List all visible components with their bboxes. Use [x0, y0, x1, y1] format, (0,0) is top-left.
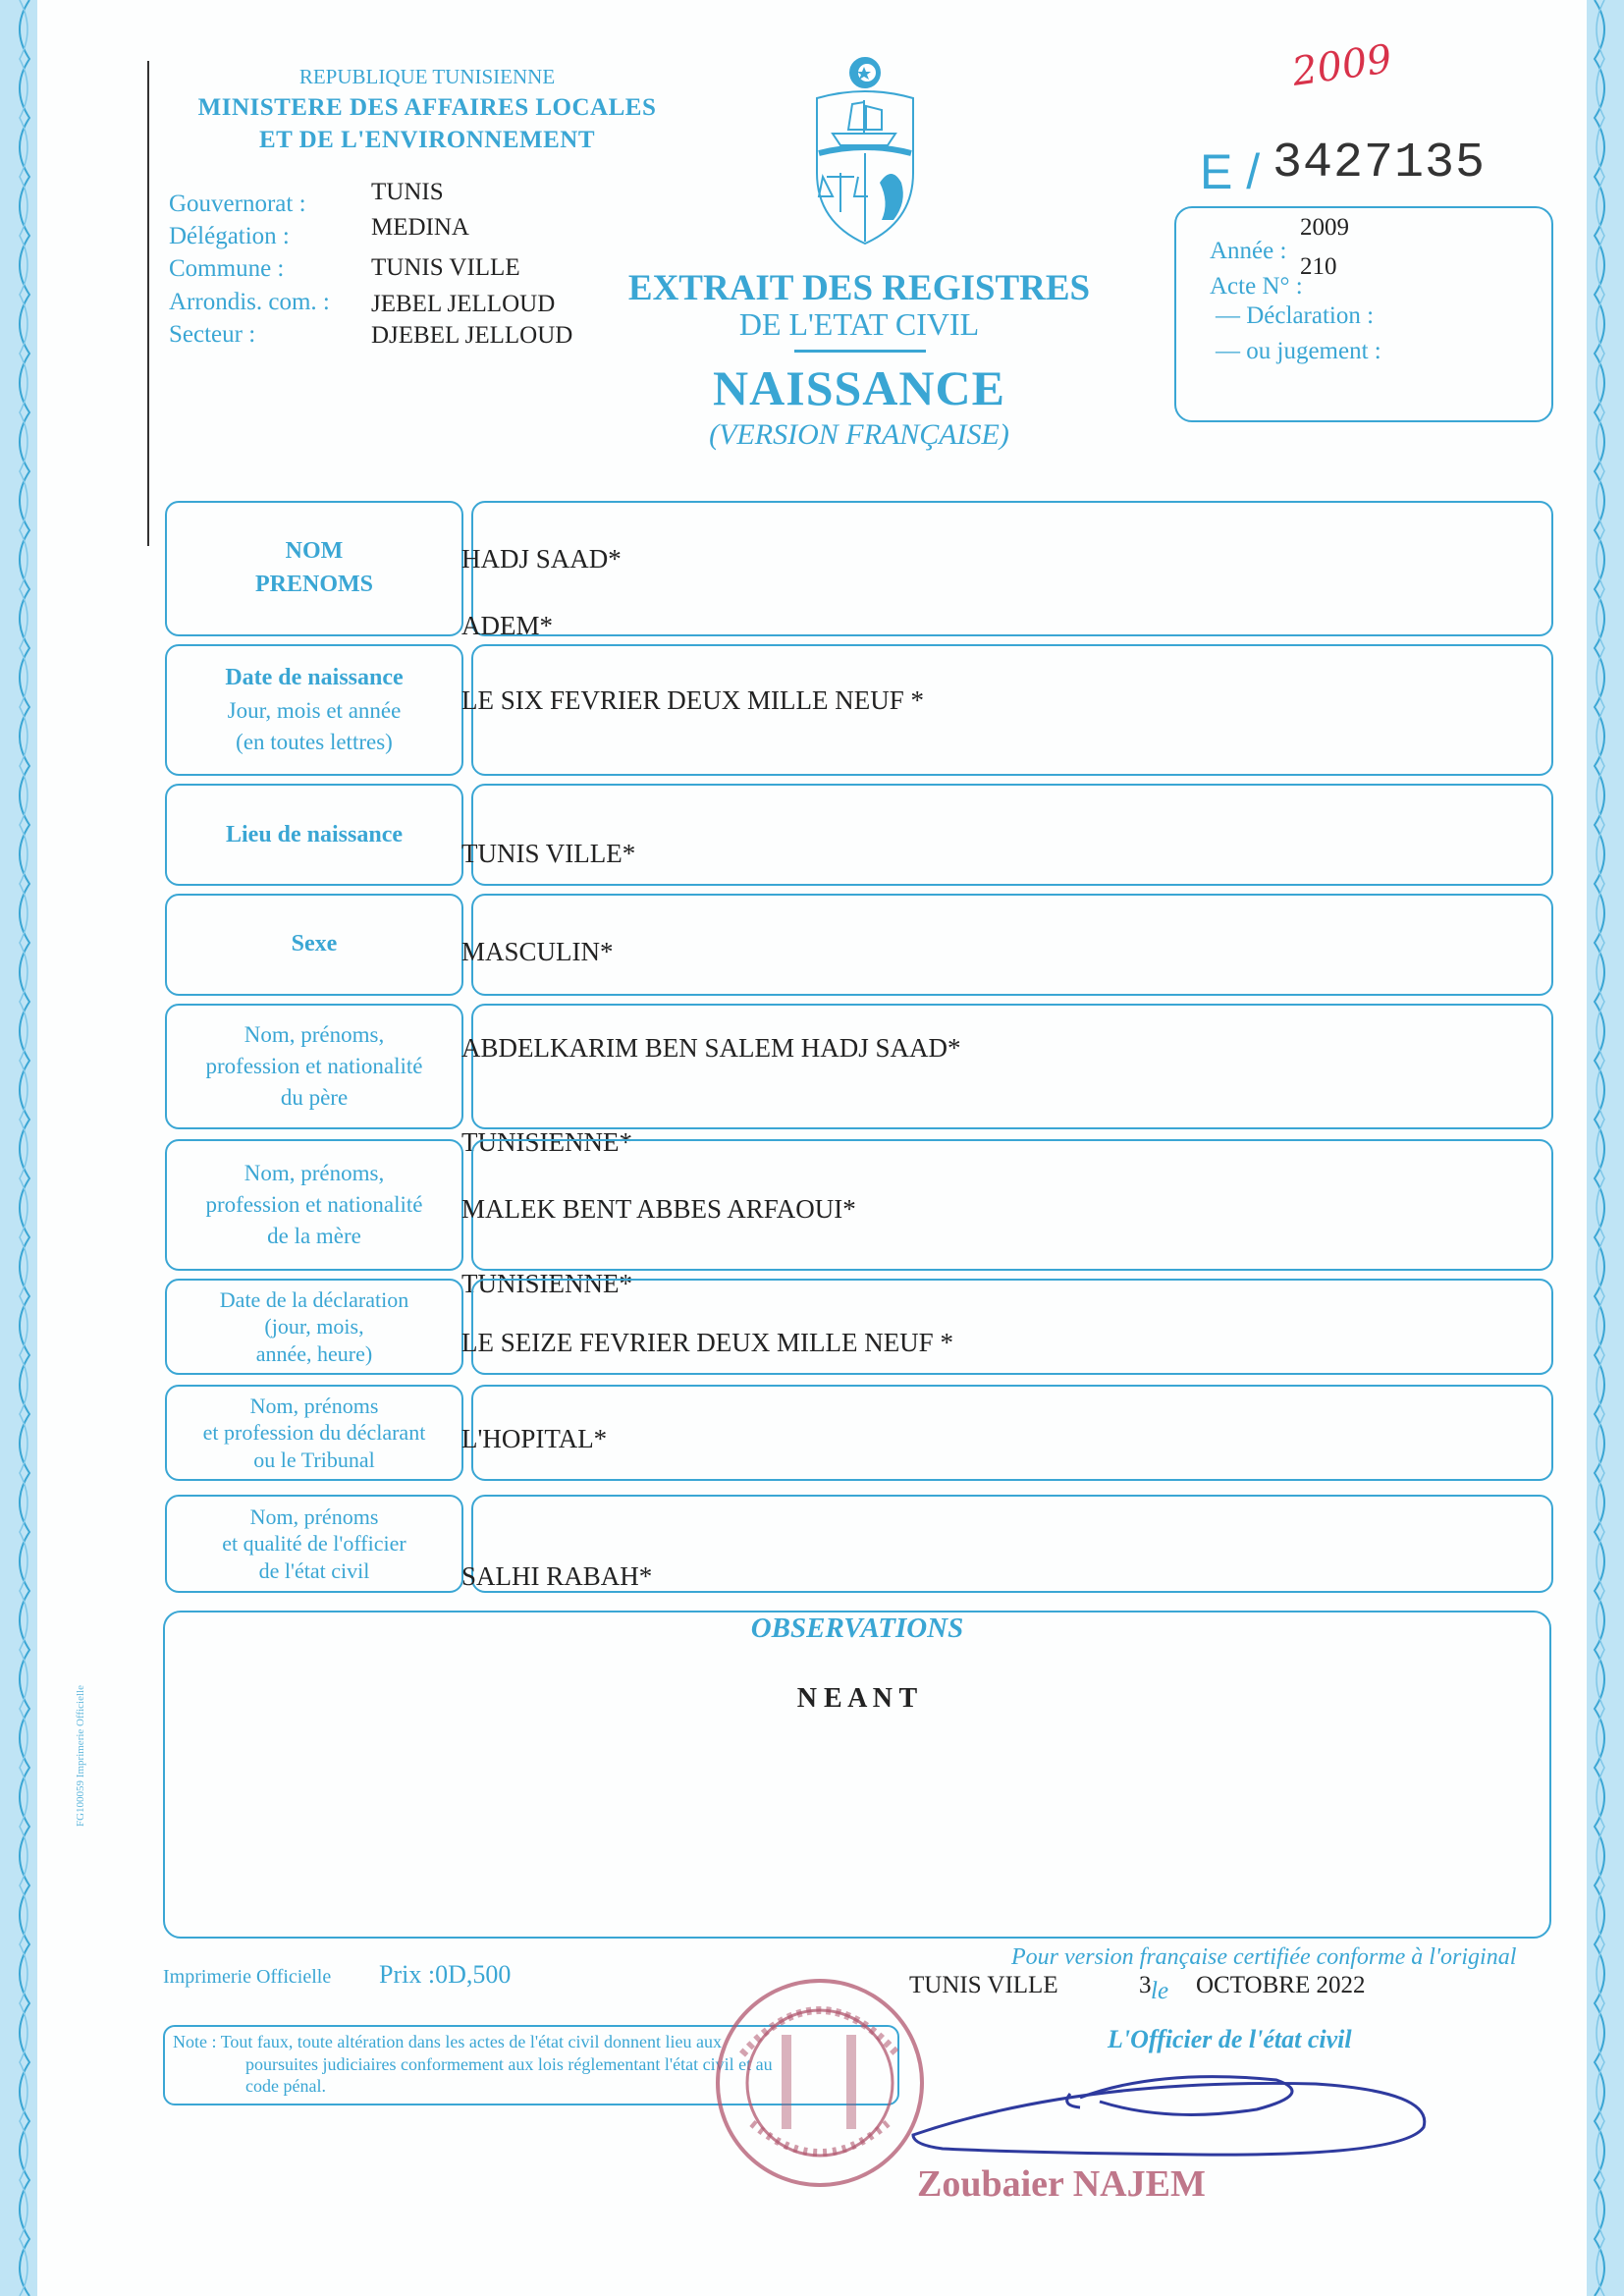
row-declaration	[165, 1279, 1553, 1375]
note-line-1: Tout faux, toute altération dans les actes de l'état civil donnent lieu aux	[220, 2032, 723, 2051]
observations-text: N E A N T	[796, 1683, 918, 1714]
declaration-label-2: (jour, mois,	[264, 1314, 364, 1339]
birth-place-box	[471, 784, 1553, 886]
acte-label: Acte N° :	[1210, 273, 1303, 300]
sex-label-text: Sexe	[291, 931, 338, 957]
nom-prenoms-label	[165, 501, 463, 636]
officer-label	[165, 1495, 463, 1593]
observations-box	[163, 1611, 1551, 1939]
row-officer	[165, 1495, 1553, 1593]
observations-title: OBSERVATIONS	[750, 1613, 964, 1644]
secteur-label: Secteur :	[169, 321, 256, 348]
birth-date-label-3: (en toutes lettres)	[236, 729, 393, 754]
birth-place-label	[165, 784, 463, 886]
declaration-date-value: LE SEIZE FEVRIER DEUX MILLE NEUF *	[461, 1328, 953, 1357]
birth-date-label-2: Jour, mois et année	[227, 697, 402, 723]
declarant-box	[471, 1385, 1553, 1481]
printer-label: Imprimerie Officielle	[163, 1966, 332, 1988]
declaration-box	[471, 1279, 1553, 1375]
title-divider	[794, 350, 926, 353]
declarant-label	[165, 1385, 463, 1481]
father-label	[165, 1004, 463, 1129]
nom-value: HADJ SAAD*	[461, 544, 622, 574]
version-label: (VERSION FRANÇAISE)	[709, 418, 1009, 451]
coat-of-arms-icon	[797, 55, 933, 249]
declarant-label-3: ou le Tribunal	[253, 1447, 375, 1472]
note-prefix: Note :	[173, 2032, 217, 2051]
birth-date-label	[165, 644, 463, 776]
declarant-label-2: et profession du déclarant	[202, 1420, 426, 1446]
left-guilloche-border	[0, 0, 37, 2296]
gouvernorat-value: TUNIS	[371, 179, 444, 205]
row-nom-prenoms	[165, 501, 1553, 640]
place-value: TUNIS VILLE	[909, 1972, 1058, 1998]
note-line-2: poursuites judiciaires conformement aux lois réglementant l'état civil et au	[245, 2053, 773, 2074]
father-label-3: du père	[280, 1085, 349, 1111]
right-guilloche-border	[1587, 0, 1624, 2296]
father-label-1: Nom, prénoms,	[244, 1021, 385, 1047]
sex-value: MASCULIN*	[461, 937, 614, 966]
municipal-stamp	[713, 1976, 927, 2190]
officer-label-1: Nom, prénoms	[249, 1503, 379, 1529]
officer-label-2: et qualité de l'officier	[222, 1531, 406, 1557]
birth-place-label-text: Lieu de naissance	[225, 822, 404, 847]
officer-value: SALHI RABAH*	[461, 1561, 653, 1591]
birth-date-label-1: Date de naissance	[225, 665, 404, 691]
sex-label	[165, 894, 463, 996]
row-birth-date	[165, 644, 1553, 776]
month-year-value: OCTOBRE 2022	[1196, 1972, 1366, 1998]
row-declarant	[165, 1385, 1553, 1481]
officer-title: L'Officier de l'état civil	[1108, 2025, 1352, 2053]
secteur-value: DJEBEL JELLOUD	[371, 322, 573, 349]
annee-label: Année :	[1210, 238, 1287, 264]
officer-label-3: de l'état civil	[258, 1558, 370, 1583]
commune-label: Commune :	[169, 255, 285, 282]
arrondissement-value: JEBEL JELLOUD	[371, 291, 556, 317]
title-line-1: EXTRAIT DES REGISTRES	[627, 268, 1091, 308]
birth-date-value: LE SIX FEVRIER DEUX MILLE NEUF *	[461, 685, 924, 715]
mother-nationality-value: TUNISIENNE*	[461, 1269, 632, 1298]
gouvernorat-label: Gouvernorat :	[169, 191, 306, 217]
acte-value: 210	[1300, 253, 1337, 280]
delegation-value: MEDINA	[371, 214, 469, 241]
delegation-label: Délégation :	[169, 223, 290, 249]
ministry-line-2: ET DE L'ENVIRONNEMENT	[258, 127, 596, 153]
row-mother	[165, 1139, 1553, 1298]
price-label: Prix :0D,500	[379, 1960, 512, 1989]
reference-box	[1174, 206, 1553, 422]
declaration-label: — Déclaration :	[1216, 302, 1375, 329]
row-birth-place	[165, 784, 1553, 886]
prenoms-label: PRENOMS	[255, 572, 373, 597]
commune-value: TUNIS VILLE	[371, 254, 520, 281]
series-label: E /	[1200, 144, 1261, 199]
sex-box	[471, 894, 1553, 996]
title-line-2: DE L'ETAT CIVIL	[738, 306, 980, 342]
row-father	[165, 1004, 1553, 1157]
mother-label-1: Nom, prénoms,	[244, 1160, 385, 1185]
note-line-3: code pénal.	[245, 2076, 326, 2096]
handwritten-year: 2009	[1289, 36, 1395, 95]
father-label-2: profession et nationalité	[205, 1053, 423, 1078]
annee-value: 2009	[1300, 214, 1349, 241]
arrondissement-label: Arrondis. com. :	[169, 289, 330, 315]
declaration-date-label	[165, 1279, 463, 1375]
officer-name-stamp: Zoubaier NAJEM	[917, 2163, 1206, 2205]
nom-label: NOM	[285, 538, 344, 565]
le-label: le	[1151, 1978, 1169, 2004]
republic-label: REPUBLIQUE TUNISIENNE	[298, 65, 556, 88]
scan-line	[147, 61, 149, 546]
day-value: 3	[1139, 1972, 1152, 1998]
birth-place-value: TUNIS VILLE*	[461, 839, 636, 868]
nom-prenoms-box	[471, 501, 1553, 636]
father-box	[471, 1004, 1553, 1129]
declarant-label-1: Nom, prénoms	[249, 1393, 379, 1418]
declaration-label-1: Date de la déclaration	[219, 1286, 409, 1312]
page-title: NAISSANCE	[713, 360, 1005, 415]
row-sex	[165, 894, 1553, 996]
father-name-value: ABDELKARIM BEN SALEM HADJ SAAD*	[461, 1033, 961, 1063]
reference-number: 3427135	[1272, 136, 1487, 191]
ministry-line-1: MINISTERE DES AFFAIRES LOCALES	[197, 94, 657, 121]
father-nationality-value: TUNISIENNE*	[461, 1127, 632, 1157]
mother-label-2: profession et nationalité	[205, 1191, 423, 1217]
mother-name-value: MALEK BENT ABBES ARFAOUI*	[461, 1194, 856, 1224]
declaration-label-3: année, heure)	[255, 1340, 373, 1366]
jugement-label: — ou jugement :	[1216, 338, 1381, 364]
mother-label-3: de la mère	[267, 1224, 361, 1249]
certified-text: Pour version française certifiée conforme à l'original	[1011, 1944, 1517, 1970]
prenoms-value: ADEM*	[461, 611, 553, 640]
officer-signature	[903, 2058, 1434, 2166]
declarant-value: L'HOPITAL*	[461, 1424, 608, 1453]
side-print: FG100059 Imprimerie Officielle	[75, 1685, 86, 1827]
mother-label	[165, 1139, 463, 1271]
